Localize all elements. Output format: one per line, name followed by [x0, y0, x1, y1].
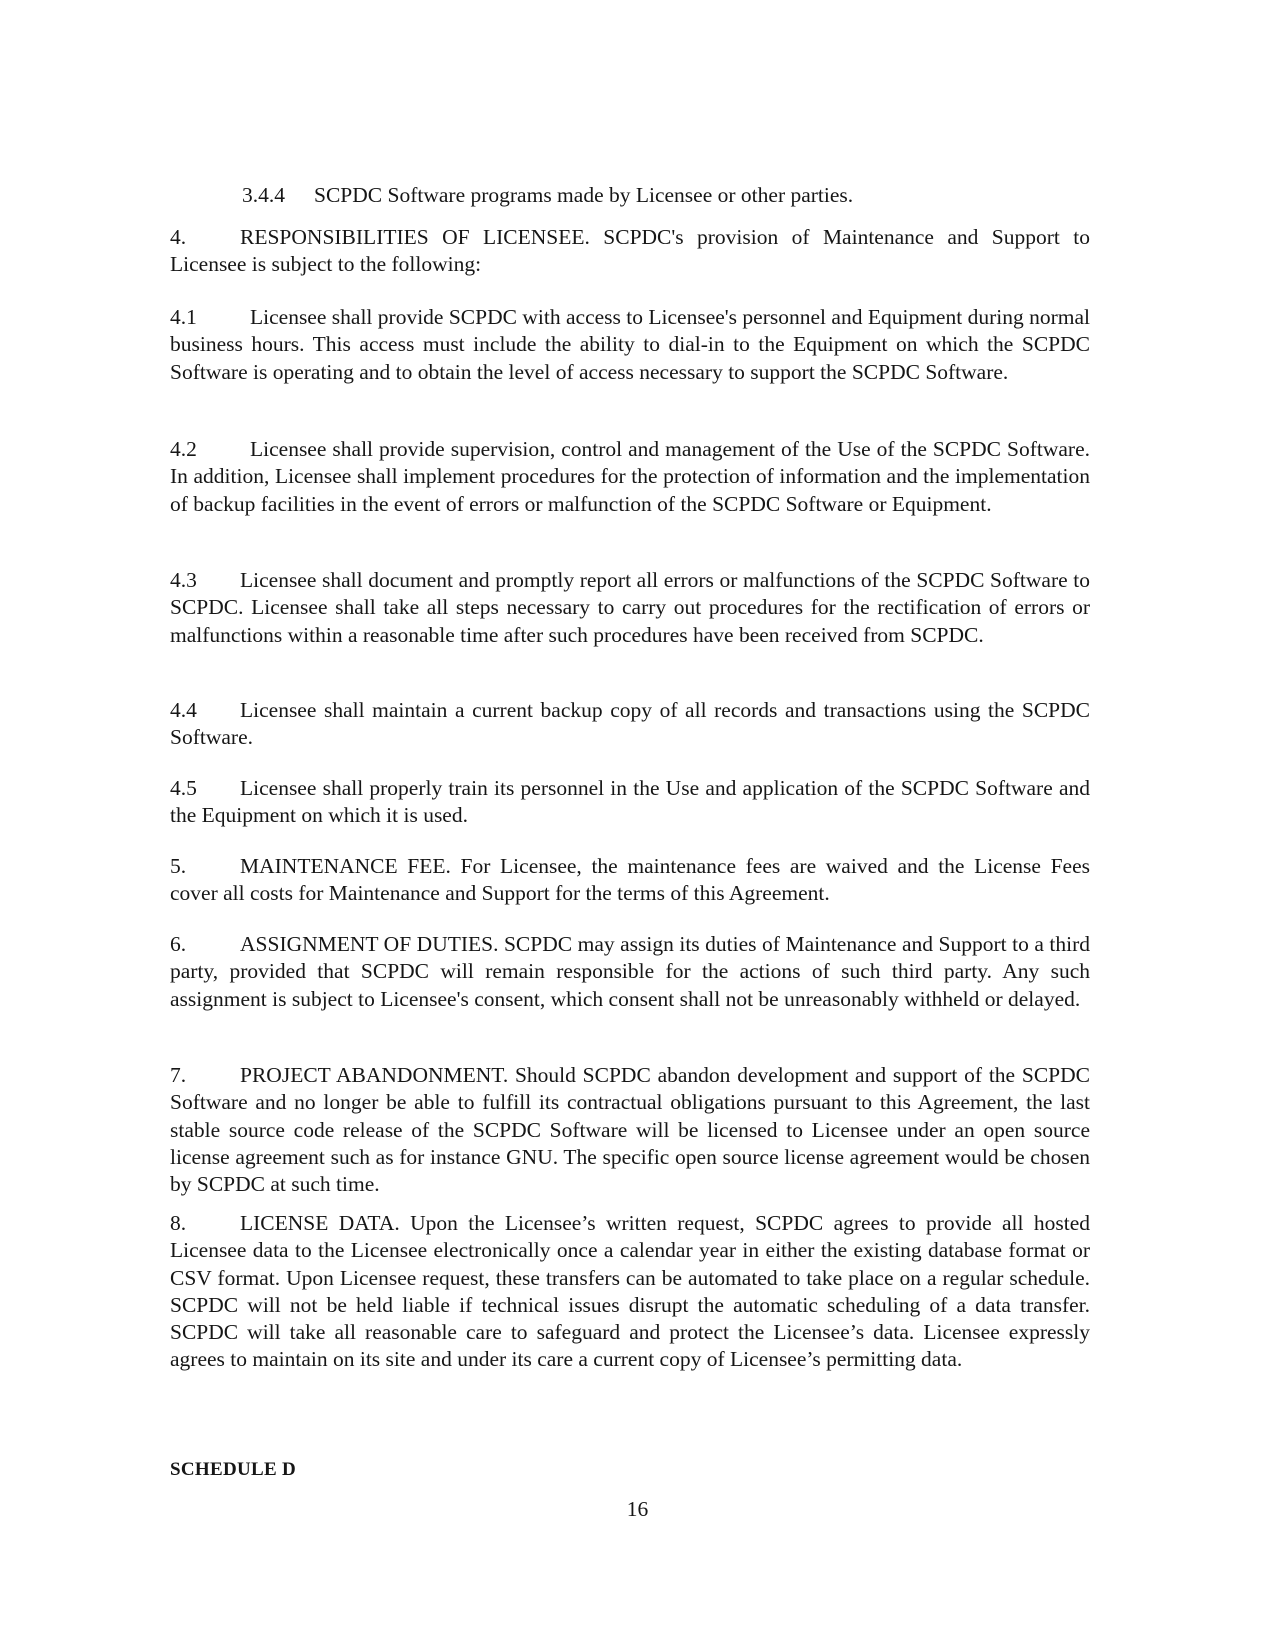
page-number: 16 [626, 1497, 649, 1521]
section-number: 4.3 [170, 568, 197, 592]
section-5 [170, 853, 1090, 908]
section-text: Licensee shall document and promptly report all errors or malfunctions of the SCPDC Software to SCPDC. Licensee shall take all steps necessary to carry out procedures for the rectification of errors or malfunctions within a reasonable time after such procedures have been received from SCPDC. [170, 568, 1090, 647]
section-6 [170, 931, 1090, 1013]
section-4-4 [170, 697, 1090, 752]
section-number: 7. [170, 1063, 187, 1087]
section-text: RESPONSIBILITIES OF LICENSEE. SCPDC's provision of Maintenance and Support to Licensee is subject to the following: [170, 225, 1090, 277]
section-number: 4.5 [170, 776, 197, 800]
section-number: 4.2 [170, 437, 197, 461]
section-text: Licensee shall properly train its personnel in the Use and application of the SCPDC Software and the Equipment on which it is used. [170, 776, 1090, 828]
section-number: 3.4.4 [242, 183, 285, 207]
section-text: LICENSE DATA. Upon the Licensee’s written request, SCPDC agrees to provide all hosted Licensee data to the Licensee electronically once a calendar year in either the existing database format or CSV format. Upon Licensee request, these transfers can be automated to take place on a regular schedule. SCPDC will not be held liable if technical issues disrupt the automatic scheduling of a data transfer. SCPDC will take all reasonable care to safeguard and protect the Licensee’s data. Licensee expressly agrees to maintain on its site and under its care a current copy of Licensee’s permitting data. [170, 1211, 1090, 1372]
section-text: MAINTENANCE FEE. For Licensee, the maintenance fees are waived and the License Fees cover all costs for Maintenance and Support for the terms of this Agreement. [170, 854, 1090, 906]
section-number: 4. [170, 225, 187, 249]
section-text: SCPDC Software programs made by Licensee or other parties. [314, 183, 854, 207]
section-number: 5. [170, 854, 187, 878]
section-4-3 [170, 567, 1090, 649]
section-number: 4.4 [170, 698, 197, 722]
section-text: ASSIGNMENT OF DUTIES. SCPDC may assign its duties of Maintenance and Support to a third party, provided that SCPDC will remain responsible for the actions of such third party. Any such assignment is subject to Licensee's consent, which consent shall not be unreasonably withheld or delayed. [170, 932, 1090, 1011]
section-4-2 [170, 436, 1090, 518]
schedule-heading: SCHEDULE D [170, 1459, 296, 1480]
section-number: 8. [170, 1211, 187, 1235]
section-number: 6. [170, 932, 187, 956]
section-text: Licensee shall maintain a current backup copy of all records and transactions using the SCPDC Software. [170, 698, 1090, 750]
section-3-4-4 [242, 182, 853, 209]
section-8 [170, 1210, 1090, 1374]
section-4 [170, 224, 1090, 279]
section-4-5 [170, 775, 1090, 830]
section-number: 4.1 [170, 305, 197, 329]
section-4-1 [170, 304, 1090, 386]
section-7 [170, 1062, 1090, 1198]
section-text: Licensee shall provide supervision, control and management of the Use of the SCPDC Software. In addition, Licensee shall implement procedures for the protection of information and the implementation of backup facilities in the event of errors or malfunction of the SCPDC Software or Equipment. [170, 437, 1090, 516]
section-text: PROJECT ABANDONMENT. Should SCPDC abandon development and support of the SCPDC Software and no longer be able to fulfill its contractual obligations pursuant to this Agreement, the last stable source code release of the SCPDC Software will be licensed to Licensee under an open source license agreement such as for instance GNU. The specific open source license agreement would be chosen by SCPDC at such time. [170, 1063, 1090, 1197]
section-text: Licensee shall provide SCPDC with access to Licensee's personnel and Equipment during normal business hours. This access must include the ability to dial-in to the Equipment on which the SCPDC Software is operating and to obtain the level of access necessary to support the SCPDC Software. [170, 305, 1090, 384]
